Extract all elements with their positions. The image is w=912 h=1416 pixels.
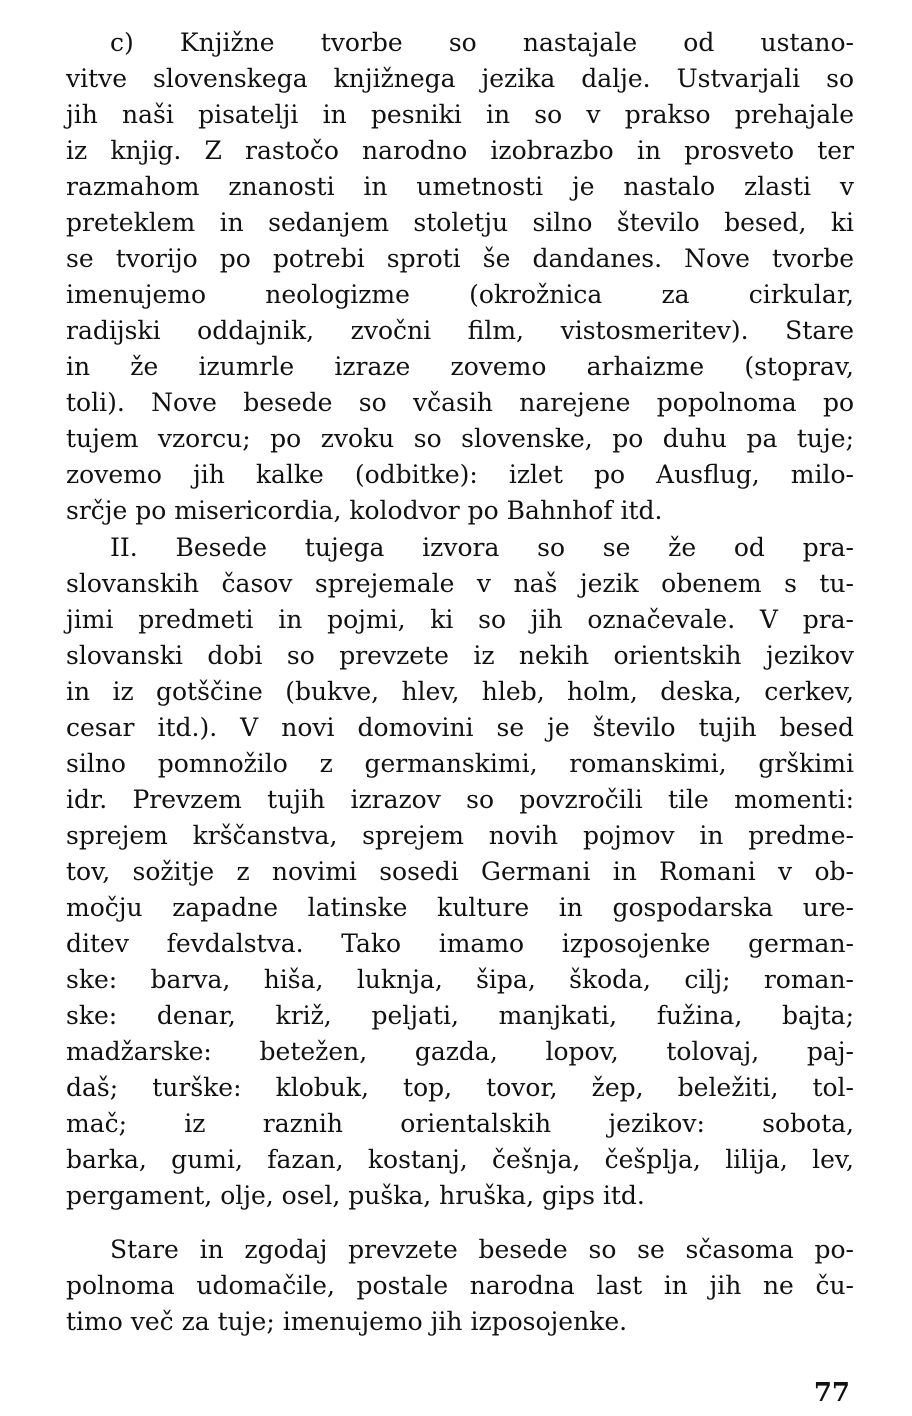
text-line: toli). Nove besede so včasih narejene popolnoma po	[66, 388, 854, 417]
text-line: idr. Prevzem tujih izrazov so povzročili tile momenti:	[66, 785, 854, 814]
paragraph-knjizne-tvorbe	[66, 25, 854, 529]
text-line: slovanskih časov sprejemale v naš jezik obenem s tu-	[66, 569, 854, 598]
text-line: se tvorijo po potrebi sproti še dandanes. Nove tvorbe	[66, 244, 854, 273]
text-line: ske: barva, hiša, luknja, šipa, škoda, cilj; roman-	[66, 965, 854, 994]
text-line: pergament, olje, osel, puška, hruška, gips itd.	[66, 1181, 645, 1210]
text-line: vitve slovenskega knjižnega jezika dalje. Ustvarjali so	[66, 64, 854, 93]
text-line: razmahom znanosti in umetnosti je nastalo zlasti v	[66, 172, 854, 201]
text-line: zovemo jih kalke (odbitke): izlet po Ausflug, milo-	[66, 460, 854, 489]
text-line: preteklem in sedanjem stoletju silno število besed, ki	[66, 208, 854, 237]
text-line: in že izumrle izraze zovemo arhaizme (stoprav,	[66, 352, 854, 381]
page-number: 77	[813, 1378, 850, 1408]
text-line: ditev fevdalstva. Tako imamo izposojenke german-	[66, 929, 854, 958]
text-line: tov, sožitje z novimi sosedi Germani in Romani v ob-	[66, 857, 854, 886]
text-line: jimi predmeti in pojmi, ki so jih označevale. V pra-	[66, 605, 854, 634]
text-line: srčje po misericordia, kolodvor po Bahnhof itd.	[66, 496, 663, 525]
text-line: c) Knjižne tvorbe so nastajale od ustano-	[110, 28, 854, 57]
text-line: madžarske: betežen, gazda, lopov, tolovaj, paj-	[66, 1037, 854, 1066]
text-line: barka, gumi, fazan, kostanj, češnja, češplja, lilija, lev,	[66, 1145, 854, 1174]
text-line: cesar itd.). V novi domovini se je število tujih besed	[66, 713, 854, 742]
text-line: slovanski dobi so prevzete iz nekih orientskih jezikov	[66, 641, 854, 670]
text-line: sprejem krščanstva, sprejem novih pojmov in predme-	[66, 821, 854, 850]
text-line: mač; iz raznih orientalskih jezikov: sobota,	[66, 1109, 854, 1138]
text-line: polnoma udomačile, postale narodna last in jih ne ču-	[66, 1271, 854, 1300]
text-line: ske: denar, križ, peljati, manjkati, fužina, bajta;	[66, 1001, 854, 1030]
text-line: iz knjig. Z rastočo narodno izobrazbo in prosveto ter	[66, 136, 854, 165]
text-line: II. Besede tujega izvora so se že od pra-	[110, 533, 854, 562]
text-line: daš; turške: klobuk, top, tovor, žep, beležiti, tol-	[66, 1073, 854, 1102]
paragraph-besede-tujega-izvora	[66, 530, 854, 1214]
text-line: tujem vzorcu; po zvoku so slovenske, po duhu pa tuje;	[66, 424, 854, 453]
text-line: in iz gotščine (bukve, hlev, hleb, holm, deska, cerkev,	[66, 677, 854, 706]
text-line: Stare in zgodaj prevzete besede so se sčasoma po-	[110, 1235, 854, 1264]
text-line: timo več za tuje; imenujemo jih izposojenke.	[66, 1307, 628, 1336]
text-line: silno pomnožilo z germanskimi, romanskimi, grškimi	[66, 749, 854, 778]
text-line: radijski oddajnik, zvočni film, vistosmeritev). Stare	[66, 316, 854, 345]
text-line: močju zapadne latinske kulture in gospodarska ure-	[66, 893, 854, 922]
paragraph-izposojenke	[66, 1232, 854, 1340]
text-line: jih naši pisatelji in pesniki in so v prakso prehajale	[66, 100, 854, 129]
text-line: imenujemo neologizme (okrožnica za cirkular,	[66, 280, 854, 309]
